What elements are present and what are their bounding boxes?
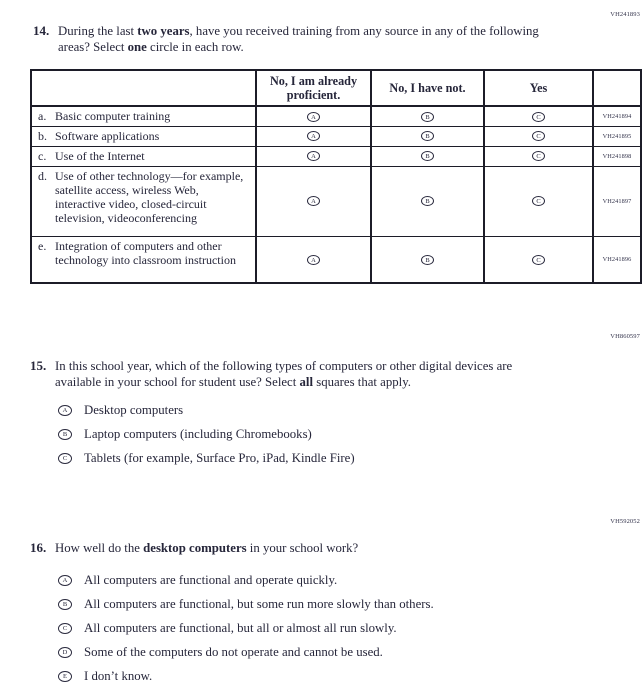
row-label: Integration of computers and other technology into classroom instruction <box>55 238 236 267</box>
option-label: All computers are functional, but all or almost all run slowly. <box>84 621 397 635</box>
q16-option-d-bubble[interactable]: D <box>58 647 72 658</box>
row-e-bubble-c[interactable]: C <box>532 255 545 265</box>
row-c-code: VH241898 <box>593 146 641 166</box>
option-label: Desktop computers <box>84 403 184 417</box>
q16-option-dont-know <box>58 668 434 684</box>
question-16-options <box>58 572 434 687</box>
q16-option-e-bubble[interactable]: E <box>58 671 72 682</box>
row-e-bubble-b[interactable]: B <box>421 255 434 265</box>
row-e-code: VH241896 <box>593 236 641 283</box>
row-b-bubble-b[interactable]: B <box>421 131 434 141</box>
row-b-code: VH241895 <box>593 126 641 146</box>
question-14 <box>33 23 563 55</box>
q16-option-functional-quickly <box>58 572 434 588</box>
row-c-cell-have-not <box>371 146 484 166</box>
q15-option-laptop-computers <box>58 426 355 442</box>
row-d-code: VH241897 <box>593 166 641 236</box>
row-key: c. <box>38 148 47 163</box>
question-text-part: How well do the <box>55 541 144 555</box>
row-b-label-cell <box>31 126 256 146</box>
row-b-cell-already-proficient <box>256 126 371 146</box>
row-c-cell-already-proficient <box>256 146 371 166</box>
table-row-c <box>31 146 641 166</box>
question-16-code: VH592052 <box>610 518 640 525</box>
header-no-have-not: No, I have not. <box>371 70 484 106</box>
question-14-code: VH241893 <box>610 11 640 18</box>
row-e-label-cell <box>31 236 256 283</box>
question-text-part: In this school year, which of the following types of computers or other digital devices are available in your school for student use? Select <box>55 359 513 389</box>
row-d-bubble-a[interactable]: A <box>307 196 320 206</box>
question-text-bold: two years <box>137 24 190 38</box>
question-14-number: 14. <box>33 23 50 38</box>
question-16 <box>30 540 610 556</box>
header-no-already-proficient: No, I am already proficient. <box>256 70 371 106</box>
row-d-bubble-c[interactable]: C <box>532 196 545 206</box>
question-15-code: VH860597 <box>610 333 640 340</box>
table-row-a <box>31 106 641 126</box>
row-d-cell-already-proficient <box>256 166 371 236</box>
table-header-row <box>31 70 641 106</box>
row-d-label-cell <box>31 166 256 236</box>
q14-training-table <box>30 69 642 284</box>
table-row-b <box>31 126 641 146</box>
q16-option-some-do-not-operate <box>58 644 434 660</box>
q15-option-desktop-computers <box>58 402 355 418</box>
question-text-bold: all <box>299 375 314 389</box>
header-code-blank <box>593 70 641 106</box>
row-b-cell-yes <box>484 126 593 146</box>
question-16-number: 16. <box>30 540 47 555</box>
row-a-cell-have-not <box>371 106 484 126</box>
question-14-text <box>58 23 558 55</box>
row-a-bubble-a[interactable]: A <box>307 112 320 122</box>
row-c-label-cell <box>31 146 256 166</box>
row-b-bubble-c[interactable]: C <box>532 131 545 141</box>
row-e-cell-yes <box>484 236 593 283</box>
row-a-code: VH241894 <box>593 106 641 126</box>
question-15-text <box>55 358 560 390</box>
q15-option-b-bubble[interactable]: B <box>58 429 72 440</box>
row-a-bubble-b[interactable]: B <box>421 112 434 122</box>
row-c-bubble-a[interactable]: A <box>307 151 320 161</box>
row-a-bubble-c[interactable]: C <box>532 112 545 122</box>
question-text-bold: one <box>127 40 147 54</box>
row-e-bubble-a[interactable]: A <box>307 255 320 265</box>
q15-option-a-bubble[interactable]: A <box>58 405 72 416</box>
option-label: I don’t know. <box>84 669 153 683</box>
row-e-cell-already-proficient <box>256 236 371 283</box>
question-text-bold: desktop computers <box>143 541 247 555</box>
question-text-part: squares that apply. <box>313 375 411 389</box>
row-label: Software applications <box>55 128 160 143</box>
row-label: Use of other technology—for example, satellite access, wireless Web, interactive video, closed-circuit television, videoconferencing <box>55 168 244 225</box>
row-b-cell-have-not <box>371 126 484 146</box>
row-key: d. <box>38 168 47 183</box>
option-label: Tablets (for example, Surface Pro, iPad, Kindle Fire) <box>84 451 355 465</box>
row-key: a. <box>38 109 47 123</box>
question-text-part: , have you received training from any source in any of the following areas? Select <box>58 24 539 54</box>
row-c-bubble-c[interactable]: C <box>532 151 545 161</box>
q16-option-c-bubble[interactable]: C <box>58 623 72 634</box>
header-blank <box>31 70 256 106</box>
row-label: Basic computer training <box>55 109 171 123</box>
row-key: b. <box>38 128 47 143</box>
q16-option-a-bubble[interactable]: A <box>58 575 72 586</box>
row-a-cell-yes <box>484 106 593 126</box>
q16-option-b-bubble[interactable]: B <box>58 599 72 610</box>
table-row-d <box>31 166 641 236</box>
row-key: e. <box>38 238 47 253</box>
row-d-bubble-b[interactable]: B <box>421 196 434 206</box>
option-label: Some of the computers do not operate and cannot be used. <box>84 645 383 659</box>
row-d-cell-have-not <box>371 166 484 236</box>
question-15-number: 15. <box>30 358 47 373</box>
q15-option-tablets <box>58 450 355 466</box>
row-b-bubble-a[interactable]: A <box>307 131 320 141</box>
option-label: All computers are functional, but some run more slowly than others. <box>84 597 434 611</box>
option-label: All computers are functional and operate quickly. <box>84 573 338 587</box>
header-yes: Yes <box>484 70 593 106</box>
row-c-bubble-b[interactable]: B <box>421 151 434 161</box>
row-a-label-cell <box>31 106 256 126</box>
option-label: Laptop computers (including Chromebooks) <box>84 427 312 441</box>
question-text-part: During the last <box>58 24 138 38</box>
row-d-cell-yes <box>484 166 593 236</box>
row-a-cell-already-proficient <box>256 106 371 126</box>
q15-option-c-bubble[interactable]: C <box>58 453 72 464</box>
q16-option-all-run-slowly <box>58 620 434 636</box>
row-e-cell-have-not <box>371 236 484 283</box>
question-text-part: in your school work? <box>246 541 359 555</box>
question-text-part: circle in each row. <box>146 40 244 54</box>
table-row-e <box>31 236 641 283</box>
question-15-options <box>58 402 355 474</box>
q16-option-some-slower <box>58 596 434 612</box>
question-15 <box>30 358 590 390</box>
question-16-text <box>55 540 595 556</box>
row-label: Use of the Internet <box>55 148 145 163</box>
row-c-cell-yes <box>484 146 593 166</box>
